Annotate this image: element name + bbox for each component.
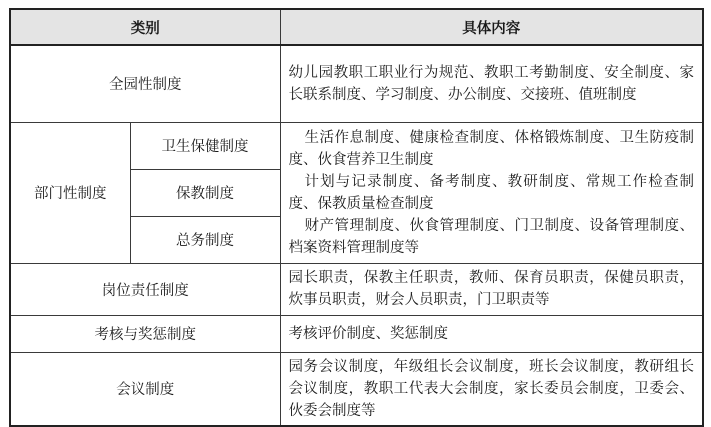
category-meeting: 会议制度 — [10, 352, 280, 426]
table-header-row — [10, 9, 703, 45]
institution-table — [9, 8, 704, 427]
content-meeting: 园务会议制度，年级组长会议制度，班长会议制度，教研组长会议制度，教职工代表大会制度，家长委员会制度，卫委会、伙委会制度等 — [280, 352, 703, 426]
category-department: 部门性制度 — [10, 122, 130, 263]
header-category: 类别 — [10, 9, 280, 45]
content-health: 生活作息制度、健康检查制度、体格锻炼制度、卫生防疫制度、伙食营养卫生制度 — [288, 129, 694, 168]
category-post: 岗位责任制度 — [10, 263, 280, 315]
header-content: 具体内容 — [280, 9, 703, 45]
sub-category-health: 卫生保健制度 — [130, 122, 280, 169]
table-row-meeting — [10, 352, 703, 426]
table-row-assessment — [10, 315, 703, 352]
content-assessment: 考核评价制度、奖惩制度 — [280, 315, 703, 352]
content-department — [280, 122, 703, 263]
sub-category-education: 保教制度 — [130, 169, 280, 216]
sub-category-general-affairs: 总务制度 — [130, 216, 280, 263]
table-row-post — [10, 263, 703, 315]
category-assessment: 考核与奖惩制度 — [10, 315, 280, 352]
content-post: 园长职责，保教主任职责，教师、保育员职责，保健员职责，炊事员职责，财会人员职责，门卫职责等 — [280, 263, 703, 315]
category-national: 全园性制度 — [10, 45, 280, 122]
content-education: 计划与记录制度、备考制度、教研制度、常规工作检查制度、保教质量检查制度 — [288, 173, 694, 212]
institution-table-container — [9, 8, 702, 427]
content-general-affairs: 财产管理制度、伙食管理制度、门卫制度、设备管理制度、档案资料管理制度等 — [288, 217, 694, 256]
content-national: 幼儿园教职工职业行为规范、教职工考勤制度、安全制度、家长联系制度、学习制度、办公制度、交接班、值班制度 — [280, 45, 703, 122]
table-row-national — [10, 45, 703, 122]
table-row-department-1 — [10, 122, 703, 169]
